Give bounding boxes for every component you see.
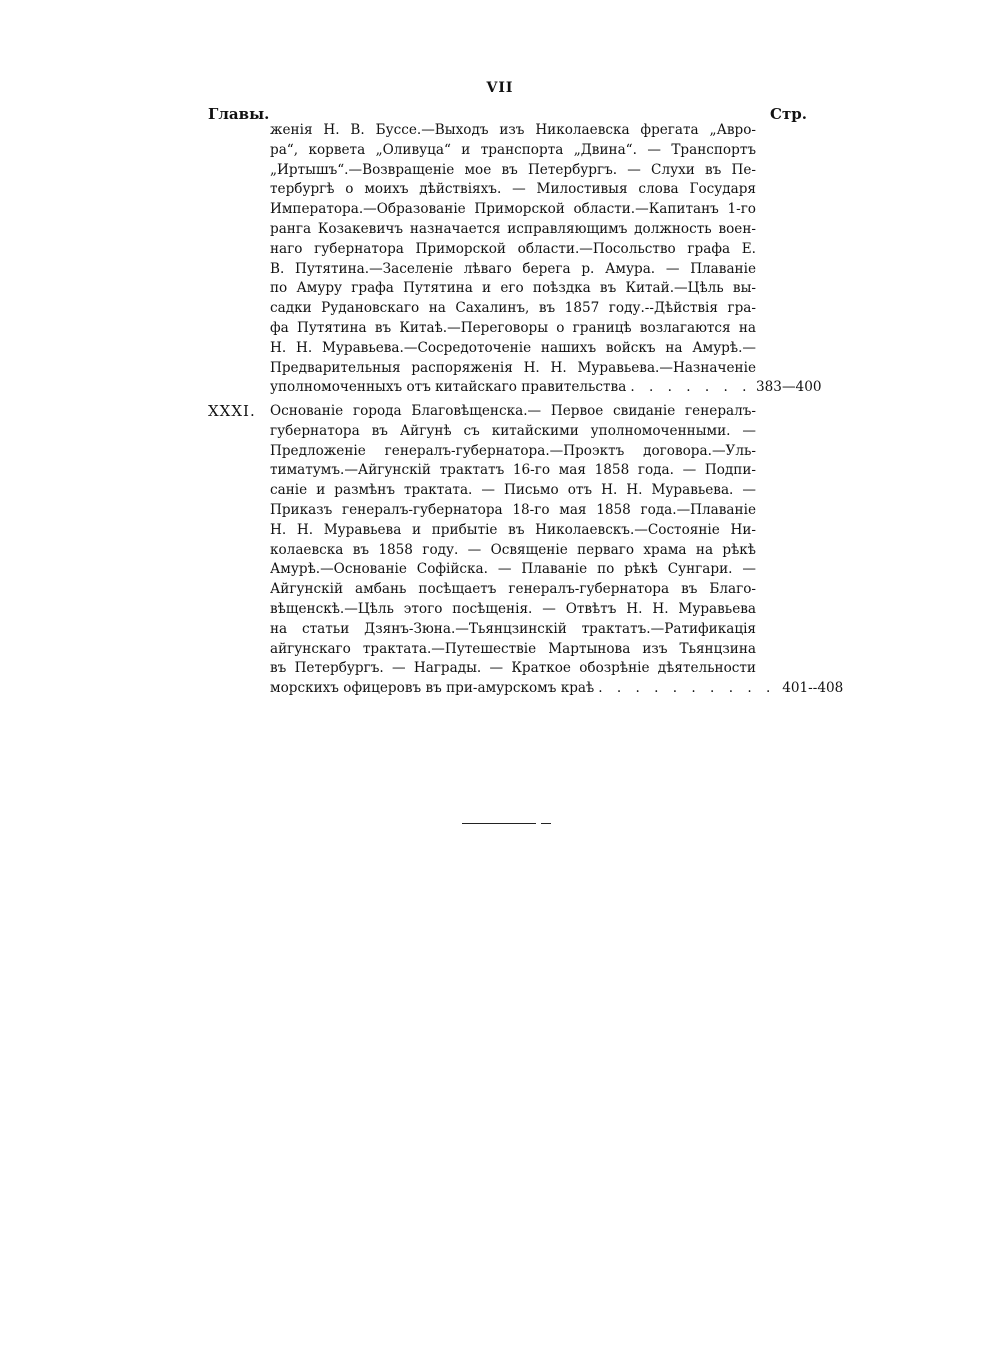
entry-line: тербургѣ о моихъ дѣйствіяхъ. — Милостивыя слова Государя [270, 181, 756, 198]
entry-line: Императора.—Образованіе Приморской области.—Капитанъ 1-го [270, 201, 756, 218]
entry-line: по Амуру графа Путятина и его поѣздка въ Китай.—Цѣль вы- [270, 280, 756, 297]
entry-line: Приказъ генералъ-губернатора 18-го мая 1858 года.—Плаваніе [270, 501, 756, 518]
entry-line: женія Н. В. Буссе.—Выходъ изъ Николаевска фрегата „Авро- [270, 122, 756, 138]
entry-text [270, 121, 820, 398]
chapter-number: XXXI. [208, 402, 256, 420]
entry-line: Предложеніе генералъ-губернатора.—Проэктъ договора.—Уль- [270, 442, 756, 459]
entry-line: Основаніе города Благовѣщенска.— Первое свиданіе генералъ- [270, 403, 756, 419]
entry-last-line [270, 679, 844, 699]
entry-line: тиматумъ.—Айгунскій трактатъ 16-го мая 1858 года. — Подпи- [270, 462, 756, 479]
end-divider-rule [462, 823, 536, 824]
entry-line: наго губернатора Приморской области.—Посольство графа Е. [270, 240, 756, 257]
entry-line: фа Путятина въ Китаѣ.—Переговоры о границѣ возлагаются на [270, 319, 756, 336]
chapters-column-heading: Главы. [208, 105, 270, 123]
entry-line: на статьи Дзянъ-Зюна.—Тьянцзинскій трактатъ.—Ратификація [270, 620, 756, 637]
entry-line: Н. Н. Муравьева.—Сосредоточеніе нашихъ войскъ на Амурѣ.— [270, 339, 756, 356]
entry-line: Айгунскій амбань посѣщаетъ генералъ-губернатора въ Благо- [270, 581, 756, 598]
entry-line: Амурѣ.—Основаніе Софійска. — Плаваніе по рѣкѣ Сунгари. — [270, 561, 756, 578]
entry-text [270, 402, 844, 699]
entry-line: Предварительныя распоряженія Н. Н. Муравьева.—Назначеніе [270, 359, 756, 376]
entry-line: В. Путятина.—Заселеніе лѣваго берега р. Амура. — Плаваніе [270, 260, 756, 277]
entry-line: въ Петербургъ. — Награды. — Краткое обозрѣніе дѣятельности [270, 660, 756, 677]
page-number: VII [486, 80, 514, 96]
entry-line: вѣщенскѣ.—Цѣль этого посѣщенія. — Отвѣтъ Н. Н. Муравьева [270, 600, 756, 617]
page-range: 383—400 [756, 379, 822, 396]
dot-leader: . . . . . . . [630, 379, 752, 396]
entry-line: „Иртышъ“.—Возвращеніе мое въ Петербургъ. — Слухи въ Пе- [270, 161, 756, 178]
entry-line: уполномоченныхъ отъ китайскаго правительства [270, 379, 627, 396]
entry-line: колаевска въ 1858 году. — Освященіе перваго храма на рѣкѣ [270, 541, 756, 558]
entry-line: айгунскаго трактата.—Путешествіе Мартынова изъ Тьянцзина [270, 640, 756, 657]
entry-line: ранга Козакевичъ назначается исправляющимъ должность воен- [270, 220, 756, 237]
entry-line: Н. Н. Муравьева и прибытіе въ Николаевскъ.—Состояніе Ни- [270, 521, 756, 538]
entry-last-line [270, 378, 820, 398]
entry-line: садки Рудановскаго на Сахалинъ, въ 1857 году.--Дѣйствія гра- [270, 300, 756, 317]
entry-line: губернатора въ Айгунѣ съ китайскими уполномоченными. — [270, 422, 756, 439]
page-range: 401--408 [782, 680, 844, 697]
entry-line: саніе и размѣнъ трактата. — Письмо отъ Н. Н. Муравьева. — [270, 482, 756, 499]
entry-line: морскихъ офицеровъ въ при-амурскомъ краѣ [270, 680, 595, 697]
end-divider-tail [541, 823, 551, 824]
dot-leader: . . . . . . . . . . [598, 680, 776, 697]
entry-line: ра“, корвета „Оливуца“ и транспорта „Двина“. — Транспортъ [270, 141, 756, 158]
pages-column-heading: Стр. [770, 105, 807, 123]
